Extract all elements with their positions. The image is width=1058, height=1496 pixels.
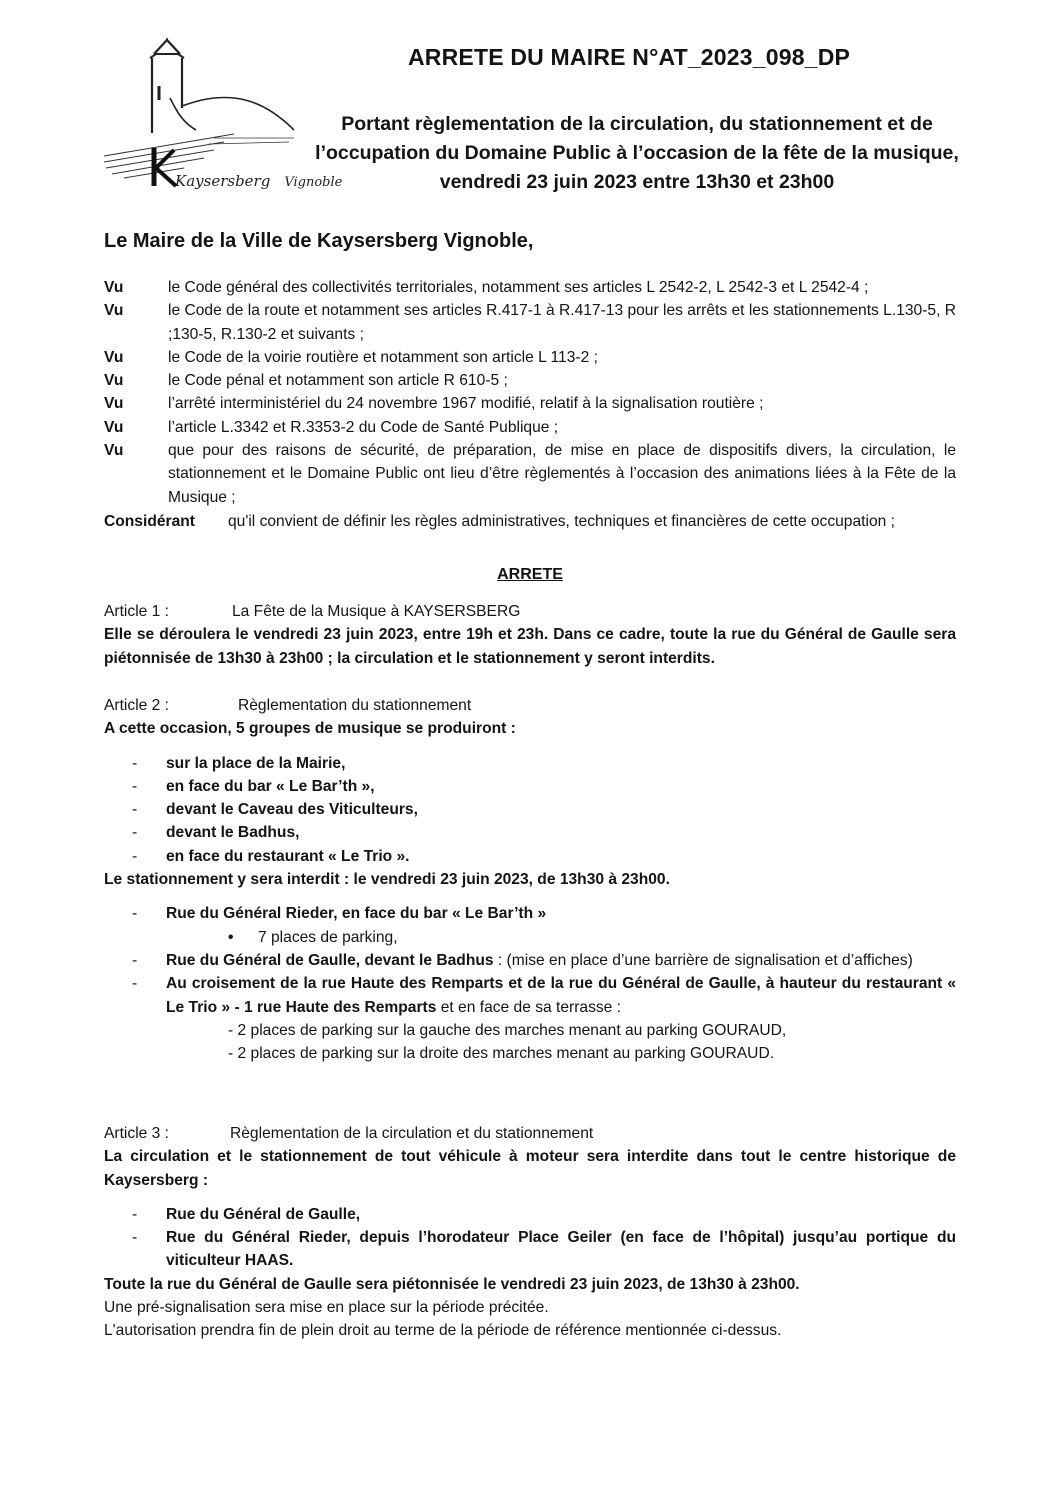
considerant-item	[104, 510, 956, 533]
parking-detail: : (mise en place d’une barrière de signalisation et d’affiches)	[493, 951, 913, 969]
article-title: La Fête de la Musique à KAYSERSBERG	[232, 603, 521, 620]
vu-label: Vu	[104, 279, 124, 296]
vu-text: l’article L.3342 et R.3353-2 du Code de Santé Publique ;	[168, 418, 559, 436]
vu-item	[104, 392, 956, 415]
mayor-intro: Le Maire de la Ville de Kaysersberg Vignoble,	[104, 230, 534, 252]
list-item	[104, 972, 956, 1019]
sub-item: - 2 places de parking sur la gauche des marches menant au parking GOURAUD,	[228, 1021, 787, 1039]
vu-text: que pour des raisons de sécurité, de préparation, de mise en place de dispositifs divers, la circulation, le stationnement et le Domaine Public ont lieu d’être règlementés à l’occasion des animations liées à la Fête de la Musique ;	[168, 442, 956, 506]
article-header	[104, 1122, 956, 1145]
document-subtitle: Portant règlementation de la circulation, du stationnement et de l’occupation du Domaine Public à l’occasion de la fête de la musique, vendredi 23 juin 2023 entre 13h30 et 23h00	[315, 113, 959, 193]
vu-text: l’arrêté interministériel du 24 novembre 1967 modifié, relatif à la signalisation routière ;	[168, 395, 764, 413]
vu-text: le Code de la route et notamment ses articles R.417-1 à R.417-13 pour les arrêts et les stationnements L.130-5, R ;130-5, R.130-2 et suivants ;	[168, 302, 956, 343]
list-item: - devant le Badhus,	[104, 821, 956, 844]
vu-label: Vu	[104, 442, 124, 460]
list-item: - en face du bar « Le Bar’th »,	[104, 775, 956, 798]
logo-name: Kaysersberg	[175, 172, 271, 190]
parking-location: Rue du Général Rieder, en face du bar « Le Bar’th »	[166, 905, 547, 923]
article-title: Règlementation du stationnement	[238, 697, 472, 714]
list-item: - sur la place de la Mairie,	[104, 752, 956, 775]
vu-block	[104, 276, 956, 533]
vu-label: Vu	[104, 348, 124, 366]
vu-text: le Code pénal et notamment son article R 610-5 ;	[168, 372, 508, 390]
considerant-label: Considérant	[104, 512, 195, 530]
closing-note: Une pré-signalisation sera mise en place sur la période précitée.	[104, 1299, 549, 1317]
considerant-text: qu'il convient de définir les règles administratives, techniques et financières de cette occupation ;	[228, 512, 895, 530]
closing-statement: Toute la rue du Général de Gaulle sera piétonnisée le vendredi 23 juin 2023, de 13h30 à 23h00.	[104, 1275, 800, 1293]
parking-list-continued	[104, 949, 956, 1019]
vu-item	[104, 276, 956, 299]
article-1	[104, 600, 956, 670]
parking-detail: et en face de sa terrasse :	[436, 998, 622, 1016]
document-title: ARRETE DU MAIRE N°AT_2023_098_DP	[408, 44, 851, 70]
list-item: - en face du restaurant « Le Trio ».	[104, 845, 956, 868]
list-item: - Rue du Général de Gaulle,	[104, 1203, 956, 1226]
article-label: Article 2 :	[104, 697, 169, 714]
article-body: Elle se déroulera le vendredi 23 juin 2023, entre 19h et 23h. Dans ce cadre, toute la rue du Général de Gaulle sera piétonnisée de 13h30 à 23h00 ; la circulation et le stationnement y seront interdits.	[104, 626, 956, 667]
vu-item	[104, 299, 956, 346]
article-intro: A cette occasion, 5 groupes de musique se produiront :	[104, 720, 516, 738]
vu-label: Vu	[104, 372, 124, 390]
parking-list	[104, 902, 956, 925]
parking-location: Rue du Général de Gaulle, devant le Badhus	[166, 951, 494, 969]
article-label: Article 1 :	[104, 603, 169, 620]
article-title: Règlementation de la circulation et du stationnement	[230, 1125, 594, 1142]
vu-item	[104, 369, 956, 392]
bullet-item	[104, 926, 956, 949]
streets-list	[104, 1203, 956, 1273]
vu-label: Vu	[104, 395, 124, 413]
list-item	[104, 949, 956, 972]
parking-intro: Le stationnement y sera interdit : le vendredi 23 juin 2023, de 13h30 à 23h00.	[104, 871, 670, 889]
vu-text: le Code de la voirie routière et notamment son article L 113-2 ;	[168, 348, 598, 366]
article-2	[104, 694, 956, 1065]
list-item	[104, 902, 956, 925]
vu-text: le Code général des collectivités territoriales, notamment ses articles L 2542-2, L 2542-3 et L 2542-4 ;	[168, 279, 869, 296]
bullet-text: 7 places de parking,	[258, 928, 398, 946]
vu-label: Vu	[104, 418, 124, 436]
vu-item	[104, 416, 956, 439]
article-intro: La circulation et le stationnement de tout véhicule à moteur sera interdite dans tout le centre historique de Kaysersberg :	[104, 1148, 956, 1189]
list-item: - devant le Caveau des Viticulteurs,	[104, 798, 956, 821]
logo-suffix: Vignoble	[284, 175, 343, 190]
arrete-heading-text: ARRETE	[497, 566, 563, 583]
article-label: Article 3 :	[104, 1125, 169, 1142]
list-item: - Rue du Général Rieder, depuis l’horodateur Place Geiler (en face de l’hôpital) jusqu’au portique du viticulteur HAAS.	[104, 1226, 956, 1273]
vu-item	[104, 439, 956, 509]
article-header	[104, 600, 956, 623]
parking-location: Au croisement de la rue Haute des Remparts et de la rue du Général de Gaulle, à hauteur du restaurant « Le Trio » - 1 rue Haute des Remparts	[166, 975, 956, 1016]
article-3	[104, 1122, 956, 1343]
arrete-heading	[0, 566, 1058, 584]
sub-item: - 2 places de parking sur la droite des marches menant au parking GOURAUD.	[228, 1045, 775, 1063]
music-locations-list	[104, 752, 956, 868]
vu-item	[104, 346, 956, 369]
article-header	[104, 694, 956, 717]
vu-label: Vu	[104, 302, 124, 320]
closing-note: L'autorisation prendra fin de plein droit au terme de la période de référence mentionnée ci-dessus.	[104, 1322, 782, 1340]
